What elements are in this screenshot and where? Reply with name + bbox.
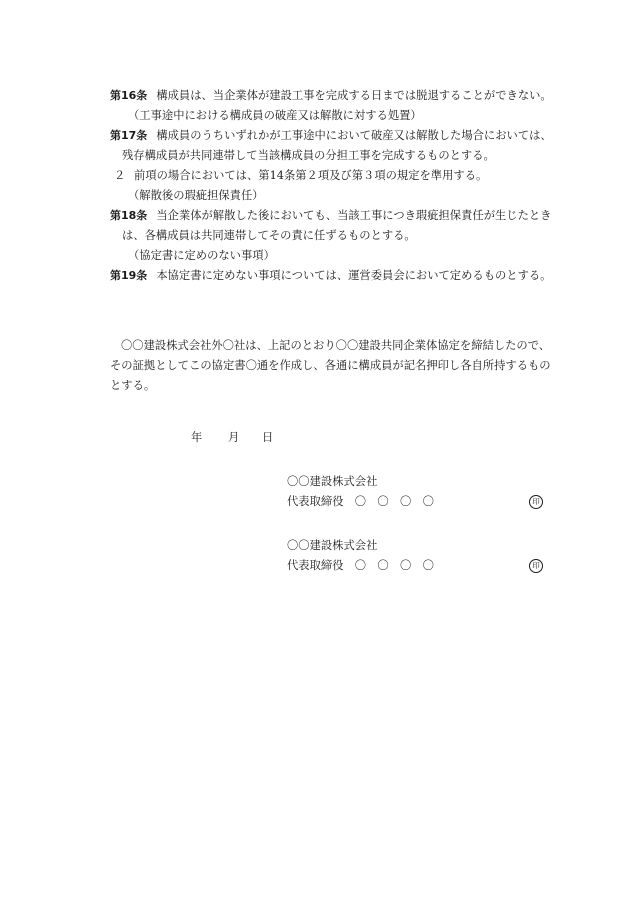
date-line	[0, 428, 630, 448]
article-label: 第19条	[110, 269, 148, 282]
paragraph-text: 前項の場合においては、第14条第２項及び第３項の規定を準用する。	[134, 169, 488, 182]
article-text: 本協定書に定めない事項については、運営委員会において定めるものとする。	[156, 269, 552, 282]
date-day: 日	[262, 431, 274, 444]
seal-mark: 印	[529, 559, 543, 573]
paragraph-number: ２	[114, 169, 126, 182]
article-19-caption: （協定書に定めのない事項）	[128, 249, 275, 262]
article-18-continuation: は、各構成員は共同連帯してその責に任ずるものとする。	[122, 229, 416, 242]
article-17-paragraph-2	[114, 166, 584, 186]
article-label: 第18条	[110, 209, 148, 222]
article-label: 第17条	[110, 129, 148, 142]
signatory-1-title: 代表取締役 〇 〇 〇 〇	[287, 495, 434, 508]
article-label: 第16条	[110, 89, 148, 102]
date-month: 月	[228, 431, 240, 444]
article-17	[110, 126, 580, 146]
date-year: 年	[191, 431, 203, 444]
seal-mark: 印	[529, 495, 543, 509]
article-17-caption: （工事途中における構成員の破産又は解散に対する処置）	[128, 109, 422, 122]
article-19	[110, 266, 580, 286]
closing-line-2: その証拠としてこの協定書〇通を作成し、各通に構成員が記名押印し各自所持するもの	[110, 359, 551, 372]
closing-line-3: とする。	[110, 379, 156, 392]
article-text: 構成員のうちいずれかが工事途中において破産又は解散した場合においては、	[156, 129, 552, 142]
article-text: 構成員は、当企業体が建設工事を完成する日までは脱退することができない。	[156, 89, 552, 102]
signatory-2-title: 代表取締役 〇 〇 〇 〇	[287, 559, 434, 572]
signatory-1-company: 〇〇建設株式会社	[287, 475, 378, 488]
article-text: 当企業体が解散した後においても、当該工事につき瑕疵担保責任が生じたとき	[156, 209, 552, 222]
signatory-2-company: 〇〇建設株式会社	[287, 539, 378, 552]
article-17-continuation: 残存構成員が共同連帯して当該構成員の分担工事を完成するものとする。	[122, 149, 495, 162]
article-18	[110, 206, 580, 226]
article-16	[110, 86, 580, 106]
article-18-caption: （解散後の瑕疵担保責任）	[128, 189, 264, 202]
closing-line-1: 〇〇建設株式会社外〇社は、上記のとおり〇〇建設共同企業体協定を締結したので、	[121, 339, 551, 352]
